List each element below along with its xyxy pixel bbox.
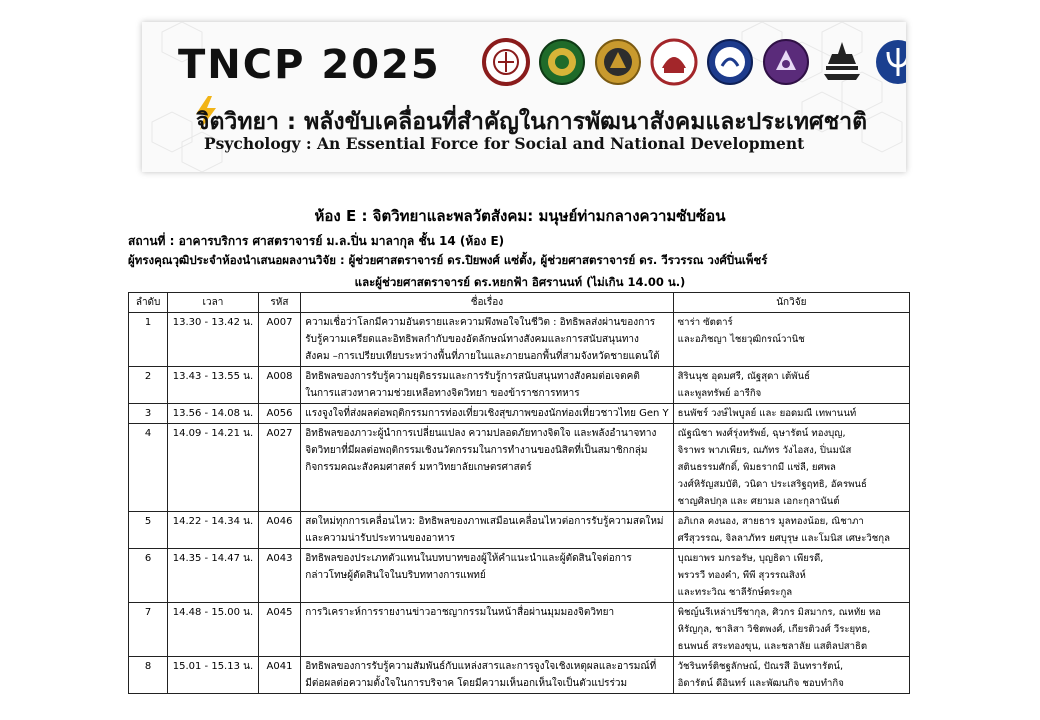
row-title <box>301 512 673 549</box>
researcher-line: และทระวิณ ชาลีรักษ์ตระกูล <box>677 587 793 598</box>
table-row <box>129 512 910 549</box>
theme-title-english: Psychology : An Essential Force for Social and National Development <box>204 134 805 153</box>
row-order: 2 <box>129 367 168 404</box>
researcher-line: และพูลทรัพย์ อารีกิจ <box>677 388 762 399</box>
researcher-line: ชาญศิลปกุล และ ศยามล เอกะกุลานันต์ <box>677 496 840 507</box>
header-title: ชื่อเรื่อง <box>301 293 673 313</box>
row-code: A056 <box>258 404 301 424</box>
researcher-line: จิราพร พาภเพียร, ณภัทร วังไอสง, ปิ่นมนัส <box>677 445 852 456</box>
row-researchers <box>673 424 909 512</box>
row-order: 3 <box>129 404 168 424</box>
title-line: การวิเคราะห์การรายงานข่าวอาชญากรรมในหน้าสื่อผ่านมุมมองจิตวิทยา <box>305 607 615 618</box>
green-seal-icon <box>538 38 586 86</box>
title-line: กิจกรรมคณะสังคมศาสตร์ มหาวิทยาลัยเกษตรศาสตร์ <box>305 462 532 473</box>
row-researchers <box>673 657 909 694</box>
researcher-line: หิรัญกุล, ชาลิสา วิชิตพงศ์, เกียรติวงศ์ วีระยุทธ, <box>677 624 871 635</box>
researcher-line: ศรีสุวรรณ, จิลลาภัทร ยศบุรุษ และโมนิส เศษะวิชกุล <box>677 533 890 544</box>
researcher-line: สิรินนุช อุดมศรี, ณัฐสุดา เต้พันธ์ <box>677 371 810 382</box>
row-time: 13.56 - 14.08 น. <box>168 404 258 424</box>
row-order: 7 <box>129 603 168 657</box>
university-seal-icon <box>482 38 530 86</box>
row-researchers <box>673 367 909 404</box>
schedule-table <box>128 292 910 694</box>
row-researchers <box>673 404 909 424</box>
row-code: A045 <box>258 603 301 657</box>
researcher-line: บุณยาพร มกรอรัษ, บุญธิดา เพียรดี, <box>677 553 824 564</box>
title-line: อิทธิพลของการรับรู้ความยุติธรรมและการรับรู้การสนับสนุนทางสังคมต่อเจตคติ <box>305 371 640 382</box>
researcher-line: วัชรินทร์ติชฐลักษณ์, ปัณรสี อินทรารัตน์, <box>677 661 844 672</box>
row-researchers <box>673 603 909 657</box>
table-row <box>129 404 910 424</box>
title-line: อิทธิพลของภาวะผู้นำการเปลี่ยนแปลง ความปลอดภัยทางจิตใจ และพลังอำนาจทาง <box>305 428 657 439</box>
title-line: และความน่ารับประทานของอาหาร <box>305 533 455 544</box>
table-row <box>129 424 910 512</box>
row-code: A043 <box>258 549 301 603</box>
partner-logos <box>482 38 906 86</box>
title-line: สังคม –การเปรียบเทียบระหว่างพื้นที่ภายในและภายนอกพื้นที่สามจังหวัดชายแดนใต้ <box>305 351 660 362</box>
row-time: 14.48 - 15.00 น. <box>168 603 258 657</box>
table-row <box>129 603 910 657</box>
title-line: จิตวิทยาที่มีผลต่อพฤติกรรมเชิงนวัตกรรมในการทำงานของนิสิตที่เป็นสมาชิกกลุ่ม <box>305 445 648 456</box>
title-line: สดใหม่ทุกการเคลื่อนไหว: อิทธิพลของภาพเสมือนเคลื่อนไหวต่อการรับรู้ความสดใหม่ <box>305 516 664 527</box>
table-row <box>129 549 910 603</box>
brand-title: TNCP 2025 <box>178 42 441 88</box>
row-time: 13.30 - 13.42 น. <box>168 313 258 367</box>
row-time: 14.09 - 14.21 น. <box>168 424 258 512</box>
row-title <box>301 657 673 694</box>
row-researchers <box>673 313 909 367</box>
header-time: เวลา <box>168 293 258 313</box>
row-title <box>301 313 673 367</box>
row-time: 14.22 - 14.34 น. <box>168 512 258 549</box>
row-researchers <box>673 512 909 549</box>
table-row <box>129 313 910 367</box>
table-header-row <box>129 293 910 313</box>
header-order: ลำดับ <box>129 293 168 313</box>
blue-seal-icon <box>706 38 754 86</box>
researcher-line: อภิเกล คงนอง, สายธาร มูลทองน้อย, ณิชาภา <box>677 516 864 527</box>
researcher-line: ธนพัชร์ วงษ์ไพบูลย์ และ ยอดมณี เทพานนท์ <box>677 408 857 419</box>
researcher-line: ซาร่า ซัตตาร์ <box>677 317 733 328</box>
temple-emblem-icon <box>818 38 866 86</box>
row-time: 15.01 - 15.13 น. <box>168 657 258 694</box>
title-line: ในการแสวงหาความช่วยเหลือทางจิตวิทยา ของข้าราชการทหาร <box>305 388 580 399</box>
conference-banner <box>142 22 906 172</box>
row-order: 5 <box>129 512 168 549</box>
researcher-line: ณัฐณิชา พงศ์รุ่งทรัพย์, ฉุษารัตน์ ทองบุญ, <box>677 428 846 439</box>
row-code: A027 <box>258 424 301 512</box>
row-title <box>301 549 673 603</box>
researcher-line: พรวรวี ทองคำ, พีพี สุวรรณสิงห์ <box>677 570 806 581</box>
researcher-line: อิดารัตน์ ดีอินทร์ และพัฒนกิจ ชอบทำกิจ <box>677 678 844 689</box>
row-order: 4 <box>129 424 168 512</box>
row-order: 8 <box>129 657 168 694</box>
researcher-line: พิชญ์นรีเหล่าปรีชากุล, ศิวกร มิสมากร, ณหทัย หอ <box>677 607 881 618</box>
header-researchers: นักวิจัย <box>673 293 909 313</box>
moderators-line: ผู้ทรงคุณวุฒิประจำห้องนำเสนอผลงานวิจัย : ผู้ช่วยศาสตราจารย์ ดร.ปิยพงศ์ แซ่ตั้ง, ผู้ช่วยศาสตราจารย์ ดร. วีรวรรณ วงศ์ปิ่นเพ็ชร์ <box>128 253 768 267</box>
venue-line: สถานที่ : อาคารบริการ ศาสตราจารย์ ม.ล.ปิ่น มาลากุล ชั้น 14 (ห้อง E) <box>128 234 505 248</box>
header-code: รหัส <box>258 293 301 313</box>
row-title <box>301 404 673 424</box>
researcher-line: ธนพนธ์ สระทองขุน, และชลาลัย แสติลปสาธิต <box>677 641 868 652</box>
title-line: รับรู้ความเครียดและอิทธิพลกำกับของอัตลักษณ์ทางสังคมและการสนับสนุนทาง <box>305 334 639 345</box>
row-title <box>301 367 673 404</box>
purple-seal-icon <box>762 38 810 86</box>
row-code: A046 <box>258 512 301 549</box>
row-title <box>301 424 673 512</box>
moderators-line-2: และผู้ช่วยศาสตราจารย์ ดร.หยกฟ้า อิศรานนท์ (ไม่เกิน 14.00 น.) <box>354 275 686 289</box>
theme-title-thai: จิตวิทยา : พลังขับเคลื่อนที่สำคัญในการพัฒนาสังคมและประเทศชาติ <box>196 109 868 135</box>
row-order: 6 <box>129 549 168 603</box>
row-researchers <box>673 549 909 603</box>
title-line: อิทธิพลของประเภทตัวแทนในบทบาทของผู้ให้คำแนะนำและผู้ตัดสินใจต่อการ <box>305 553 632 564</box>
title-line: แรงจูงใจที่ส่งผลต่อพฤติกรรมการท่องเที่ยวเชิงสุขภาพของนักท่องเที่ยวชาวไทย Gen Y <box>305 408 669 419</box>
row-code: A041 <box>258 657 301 694</box>
researcher-line: สตินธรรมศักดิ์, พิมธรากมี แซ่ลี, ยศพล <box>677 462 836 473</box>
table-row <box>129 657 910 694</box>
researcher-line: และอภิชญา ไชยวุฒิกรณ์วานิช <box>677 334 805 345</box>
row-code: A007 <box>258 313 301 367</box>
room-heading: ห้อง E : จิตวิทยาและพลวัตสังคม: มนุษย์ท่ามกลางความซับซ้อน <box>314 207 726 225</box>
title-line: ความเชื่อว่าโลกมีความอันตรายและความพึงพอใจในชีวิต : อิทธิพลส่งผ่านของการ <box>305 317 656 328</box>
title-line: กล่าวโทษผู้ตัดสินใจในบริบททางการแพทย์ <box>305 570 486 581</box>
title-line: อิทธิพลของการรับรู้ความสัมพันธ์กับแหล่งสารและการจูงใจเชิงเหตุผลและอารมณ์ที่ <box>305 661 657 672</box>
researcher-line: วงศ์หิรัญสมบัติ, วนิดา ประเสริฐฤทธิ, อัครพนธ์ <box>677 479 867 490</box>
red-emblem-icon <box>650 38 698 86</box>
psi-symbol-icon <box>874 38 906 86</box>
gold-seal-icon <box>594 38 642 86</box>
title-line: มีต่อผลต่อความตั้งใจในการบริจาค โดยมีความเห็นอกเห็นใจเป็นตัวแปรร่วม <box>305 678 628 689</box>
table-row <box>129 367 910 404</box>
row-code: A008 <box>258 367 301 404</box>
row-order: 1 <box>129 313 168 367</box>
row-title <box>301 603 673 657</box>
row-time: 14.35 - 14.47 น. <box>168 549 258 603</box>
row-time: 13.43 - 13.55 น. <box>168 367 258 404</box>
